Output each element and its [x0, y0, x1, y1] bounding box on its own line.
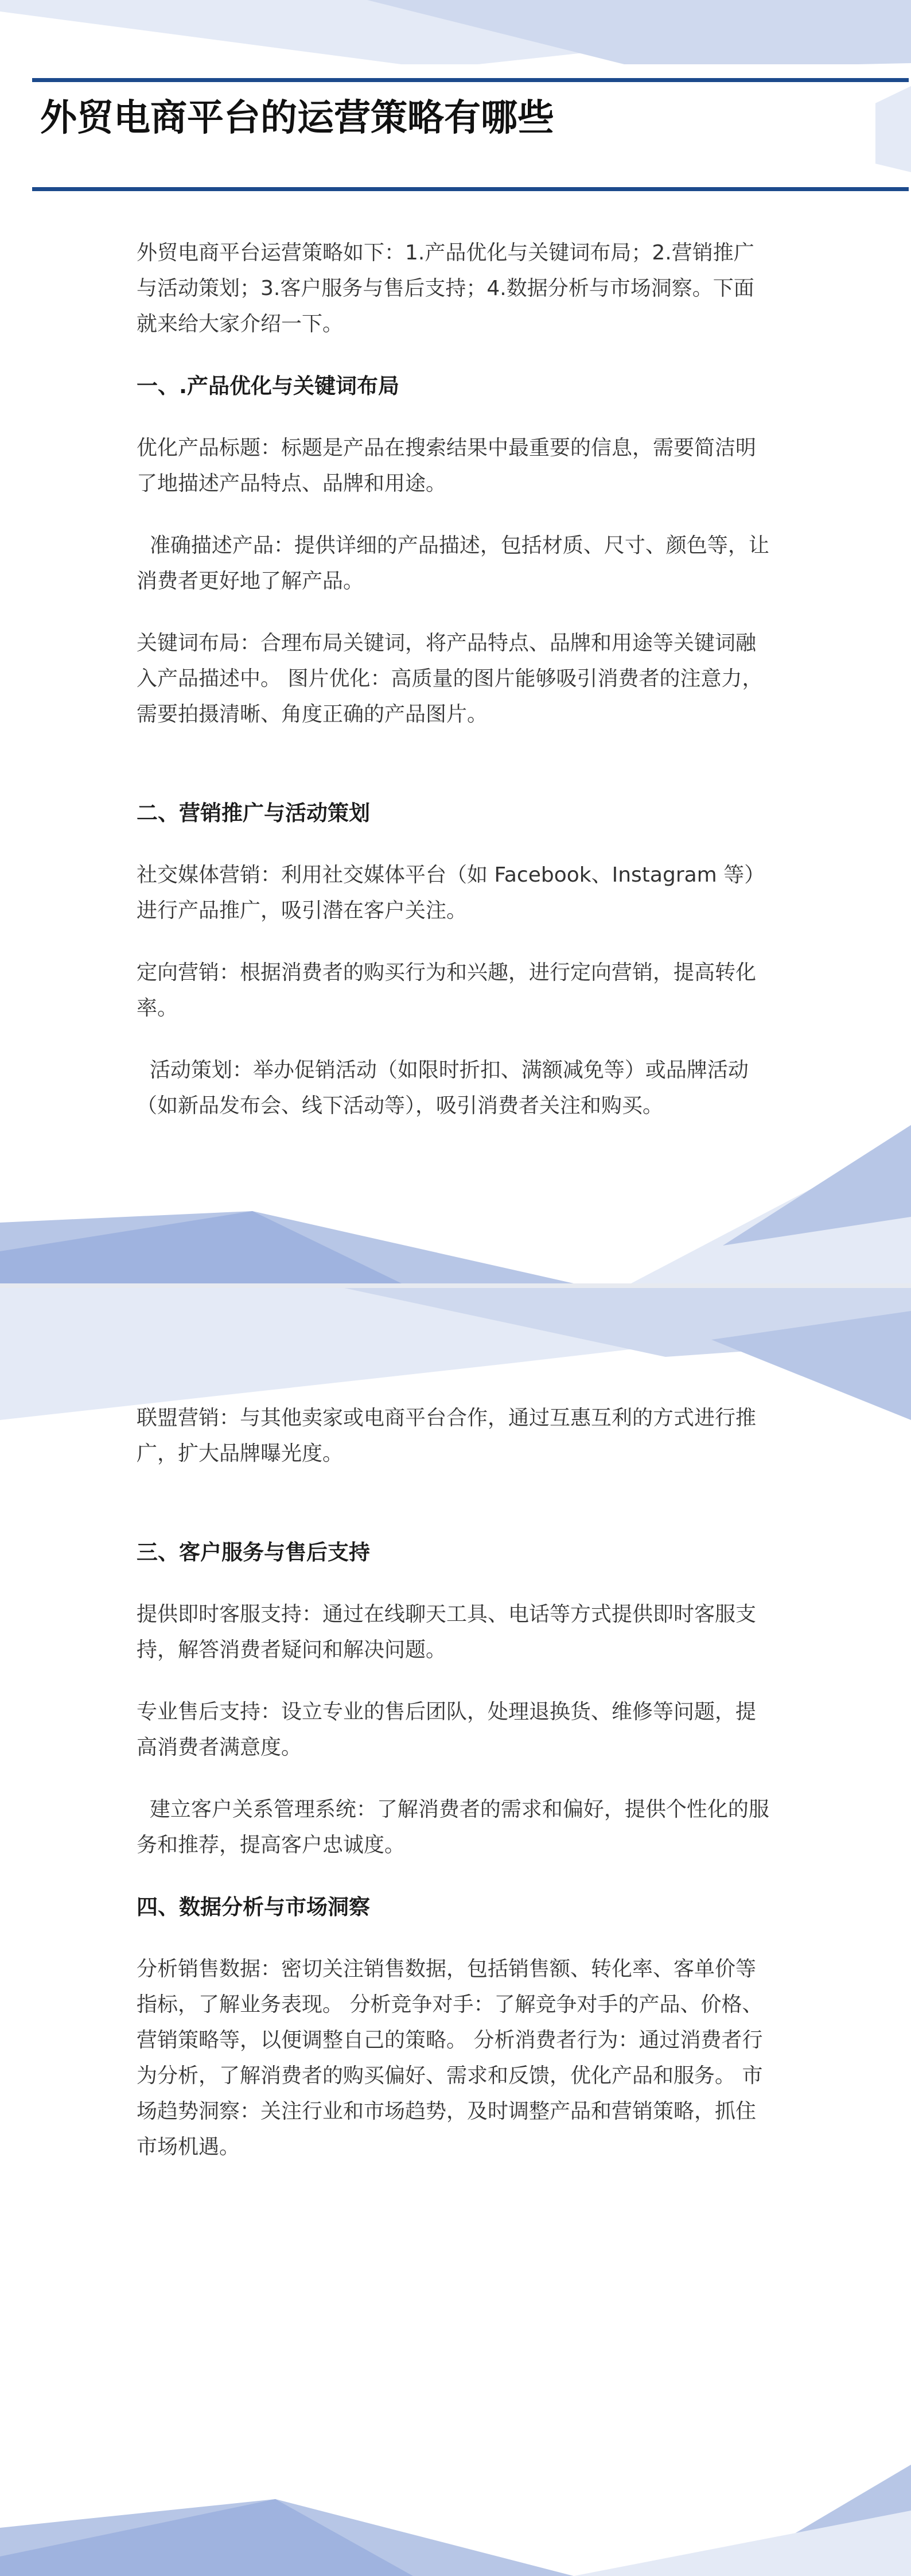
intro-paragraph: 外贸电商平台运营策略如下：1.产品优化与关键词布局；2.营销推广与活动策划；3.客户服务与售后支持；4.数据分析与市场洞察。下面就来给大家介绍一下。	[137, 241, 754, 336]
title-rule-bottom	[32, 187, 909, 191]
page-1	[0, 0, 911, 1283]
section-2-paragraph-2: 定向营销：根据消费者的购买行为和兴趣，进行定向营销，提高转化率。	[137, 961, 757, 1020]
content-page-1	[137, 235, 774, 1150]
content-page-2	[137, 1400, 774, 2191]
section-4-paragraph-1: 分析销售数据：密切关注销售数据，包括销售额、转化率、客单价等指标，了解业务表现。 分析竞争对手：了解竞争对手的产品、价格、营销策略等，以便调整自己的策略。 分析消费者行为：通过消费者行为分析，了解消费者的购买偏好、需求和反馈，优化产品和服务。 市场趋势洞察：关注行业和市场趋势，及时调整产品和营销策略，抓住市场机遇。	[137, 1957, 763, 2159]
section-heading-2: 二、营销推广与活动策划	[137, 801, 370, 825]
section-heading-3: 三、客户服务与售后支持	[137, 1540, 370, 1565]
page-title: 外贸电商平台的运营策略有哪些	[40, 97, 554, 139]
page-separator	[0, 1283, 911, 1288]
bottom-wave-decoration	[0, 1125, 911, 1283]
section-2-paragraph-4: 联盟营销：与其他卖家或电商平台合作，通过互惠互利的方式进行推广，扩大品牌曝光度。	[137, 1406, 757, 1465]
section-1-paragraph-1: 优化产品标题：标题是产品在搜索结果中最重要的信息，需要简洁明了地描述产品特点、品牌和用途。	[137, 436, 757, 495]
section-3-paragraph-2: 专业售后支持：设立专业的售后团队，处理退换货、维修等问题，提高消费者满意度。	[137, 1700, 757, 1759]
section-3-paragraph-1: 提供即时客服支持：通过在线聊天工具、电话等方式提供即时客服支持，解答消费者疑问和解决问题。	[137, 1603, 757, 1662]
section-heading-4: 四、数据分析与市场洞察	[137, 1895, 370, 1919]
bottom-wave-decoration	[0, 2459, 911, 2576]
section-1-paragraph-2: 准确描述产品：提供详细的产品描述，包括材质、尺寸、颜色等，让消费者更好地了解产品。	[137, 534, 769, 593]
section-heading-1: 一、.产品优化与关键词布局	[137, 374, 400, 398]
section-3-paragraph-3: 建立客户关系管理系统：了解消费者的需求和偏好，提供个性化的服务和推荐，提高客户忠诚度。	[137, 1798, 769, 1857]
section-2-paragraph-3: 活动策划：举办促销活动（如限时折扣、满额减免等）或品牌活动（如新品发布会、线下活动等），吸引消费者关注和购买。	[137, 1058, 749, 1118]
title-rule-top	[32, 78, 909, 82]
section-2-paragraph-1: 社交媒体营销：利用社交媒体平台（如 Facebook、Instagram 等）进行产品推广，吸引潜在客户关注。	[137, 863, 765, 922]
page-2	[0, 1288, 911, 2576]
section-1-paragraph-3: 关键词布局：合理布局关键词，将产品特点、品牌和用途等关键词融入产品描述中。 图片优化：高质量的图片能够吸引消费者的注意力，需要拍摄清晰、角度正确的产品图片。	[137, 631, 763, 726]
